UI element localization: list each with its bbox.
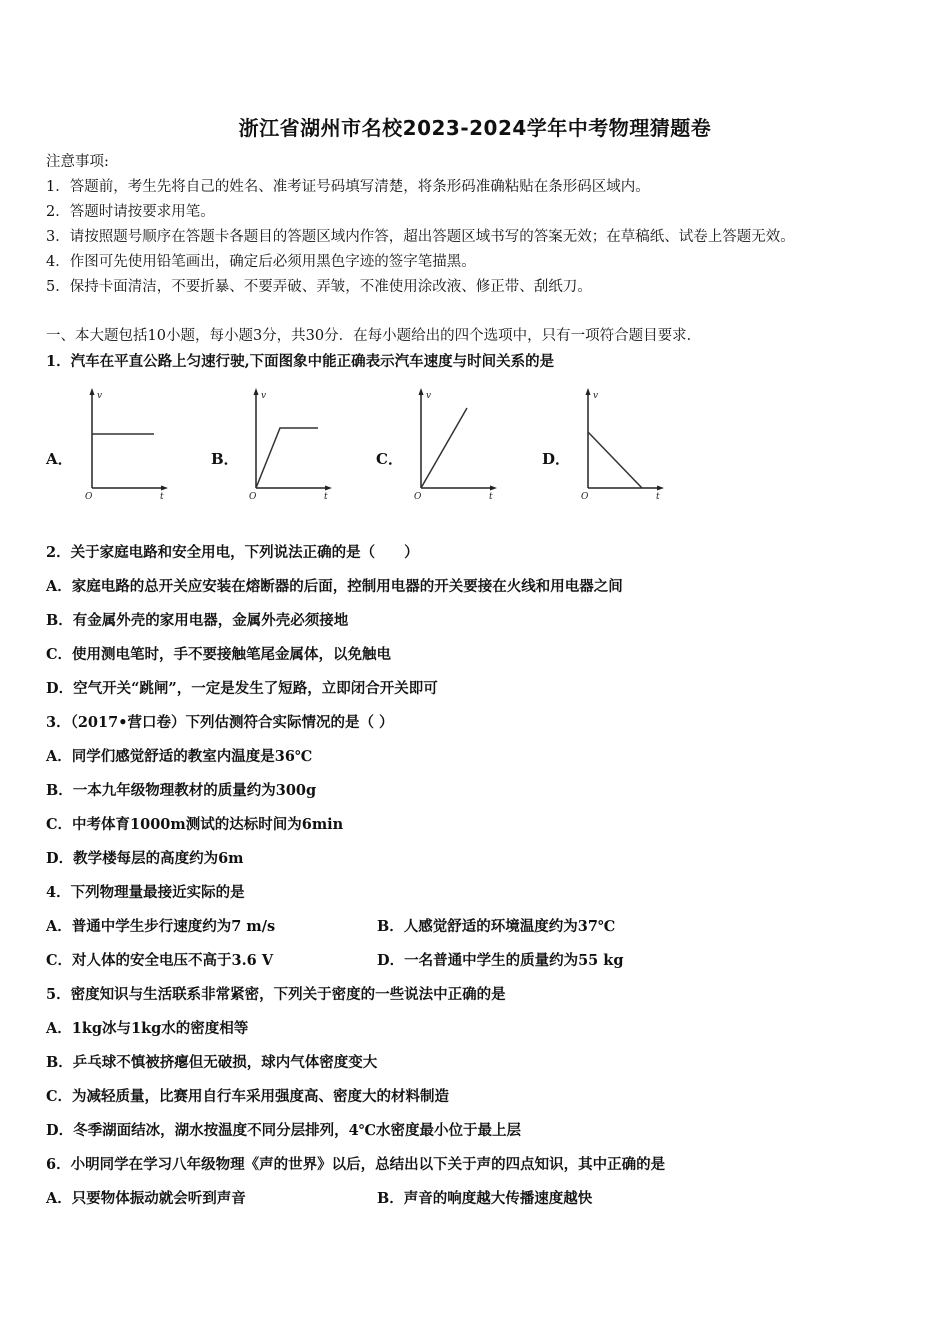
x-axis-label: t: [160, 492, 164, 502]
q4-stem: 4．下列物理量最接近实际的是: [46, 884, 245, 901]
q4-option-c: C．对人体的安全电压不高于3.6 V: [46, 952, 274, 969]
x-axis-label: t: [489, 492, 493, 502]
q3-option-d: D．教学楼每层的高度约为6m: [46, 850, 244, 867]
q1-stem: 1．汽车在平直公路上匀速行驶,下面图象中能正确表示汽车速度与时间关系的是: [46, 353, 555, 370]
q5-stem: 5．密度知识与生活联系非常紧密，下列关于密度的一些说法中正确的是: [46, 986, 506, 1003]
q2-stem: 2．关于家庭电路和安全用电，下列说法正确的是（ ）: [46, 544, 419, 561]
q4-option-d: D．一名普通中学生的质量约为55 kg: [377, 952, 624, 969]
q4-option-a: A．普通中学生步行速度约为7 m/s: [46, 918, 276, 935]
q1-option-b-label: B．: [211, 450, 239, 468]
y-axis-label: v: [261, 391, 267, 401]
notice-heading: 注意事项:: [46, 154, 109, 170]
notice-item: 3．请按照题号顺序在答题卡各题目的答题区域内作答，超出答题区域书写的答案无效；在草稿纸、试卷上答题无效。: [46, 229, 795, 245]
page-title: 浙江省湖州市名校2023-2024学年中考物理猜题卷: [238, 116, 712, 140]
q3-option-b: B．一本九年级物理教材的质量约为300g: [46, 782, 317, 799]
q1-option-d-label: D．: [542, 450, 571, 468]
y-axis-label: v: [426, 391, 432, 401]
q5-option-c: C．为减轻质量，比赛用自行车采用强度高、密度大的材料制造: [46, 1088, 450, 1105]
q2-option-d: D．空气开关“跳闸”，一定是发生了短路，立即闭合开关即可: [46, 680, 438, 697]
q6-stem: 6．小明同学在学习八年级物理《声的世界》以后，总结出以下关于声的四点知识，其中正确的是: [46, 1156, 666, 1173]
q2-option-c: C．使用测电笔时，手不要接触笔尾金属体，以免触电: [46, 646, 392, 663]
origin-label: O: [414, 492, 422, 502]
q2-option-b: B．有金属外壳的家用电器，金属外壳必须接地: [46, 612, 349, 629]
q4-option-b: B．人感觉舒适的环境温度约为37℃: [377, 918, 616, 935]
q3-option-c: C．中考体育1000m测试的达标时间为6min: [46, 816, 344, 833]
q6-option-a: A．只要物体振动就会听到声音: [46, 1190, 246, 1207]
origin-label: O: [249, 492, 257, 502]
q5-option-a: A．1kg冰与1kg水的密度相等: [46, 1020, 249, 1037]
q1-graph-c: [411, 388, 501, 503]
notice-item: 5．保持卡面清洁，不要折暴、不要弄破、弄皱，不准使用涂改液、修正带、刮纸刀。: [46, 279, 592, 295]
q1-option-a-label: A．: [46, 450, 73, 468]
q3-option-a: A．同学们感觉舒适的教室内温度是36℃: [46, 748, 313, 765]
notice-item: 4．作图可先使用铅笔画出，确定后必须用黑色字迹的签字笔描黑。: [46, 254, 476, 270]
notice-item: 1．答题前，考生先将自己的姓名、准考证号码填写清楚，将条形码准确粘贴在条形码区域内。: [46, 179, 650, 195]
q6-option-b: B．声音的响度越大传播速度越快: [377, 1190, 593, 1207]
section-heading: 一、本大题包括10小题，每小题3分，共30分．在每小题给出的四个选项中，只有一项符合题目要求．: [46, 328, 702, 344]
q2-option-a: A．家庭电路的总开关应安装在熔断器的后面，控制用电器的开关要接在火线和用电器之间: [46, 578, 623, 595]
q3-stem: 3．（2017•营口卷）下列估测符合实际情况的是（ ）: [46, 714, 394, 731]
y-axis-label: v: [97, 391, 103, 401]
origin-label: O: [85, 492, 93, 502]
origin-label: O: [581, 492, 589, 502]
q1-graph-d: [578, 388, 668, 503]
q5-option-b: B．乒乓球不慎被挤瘪但无破损，球内气体密度变大: [46, 1054, 378, 1071]
q1-option-c-label: C．: [376, 450, 403, 468]
q1-graph-b: [246, 388, 336, 503]
x-axis-label: t: [324, 492, 328, 502]
x-axis-label: t: [656, 492, 660, 502]
q1-graph-a: [82, 388, 172, 503]
q5-option-d: D．冬季湖面结冰，湖水按温度不同分层排列，4℃水密度最小位于最上层: [46, 1122, 522, 1139]
notice-item: 2．答题时请按要求用笔。: [46, 204, 215, 220]
y-axis-label: v: [593, 391, 599, 401]
